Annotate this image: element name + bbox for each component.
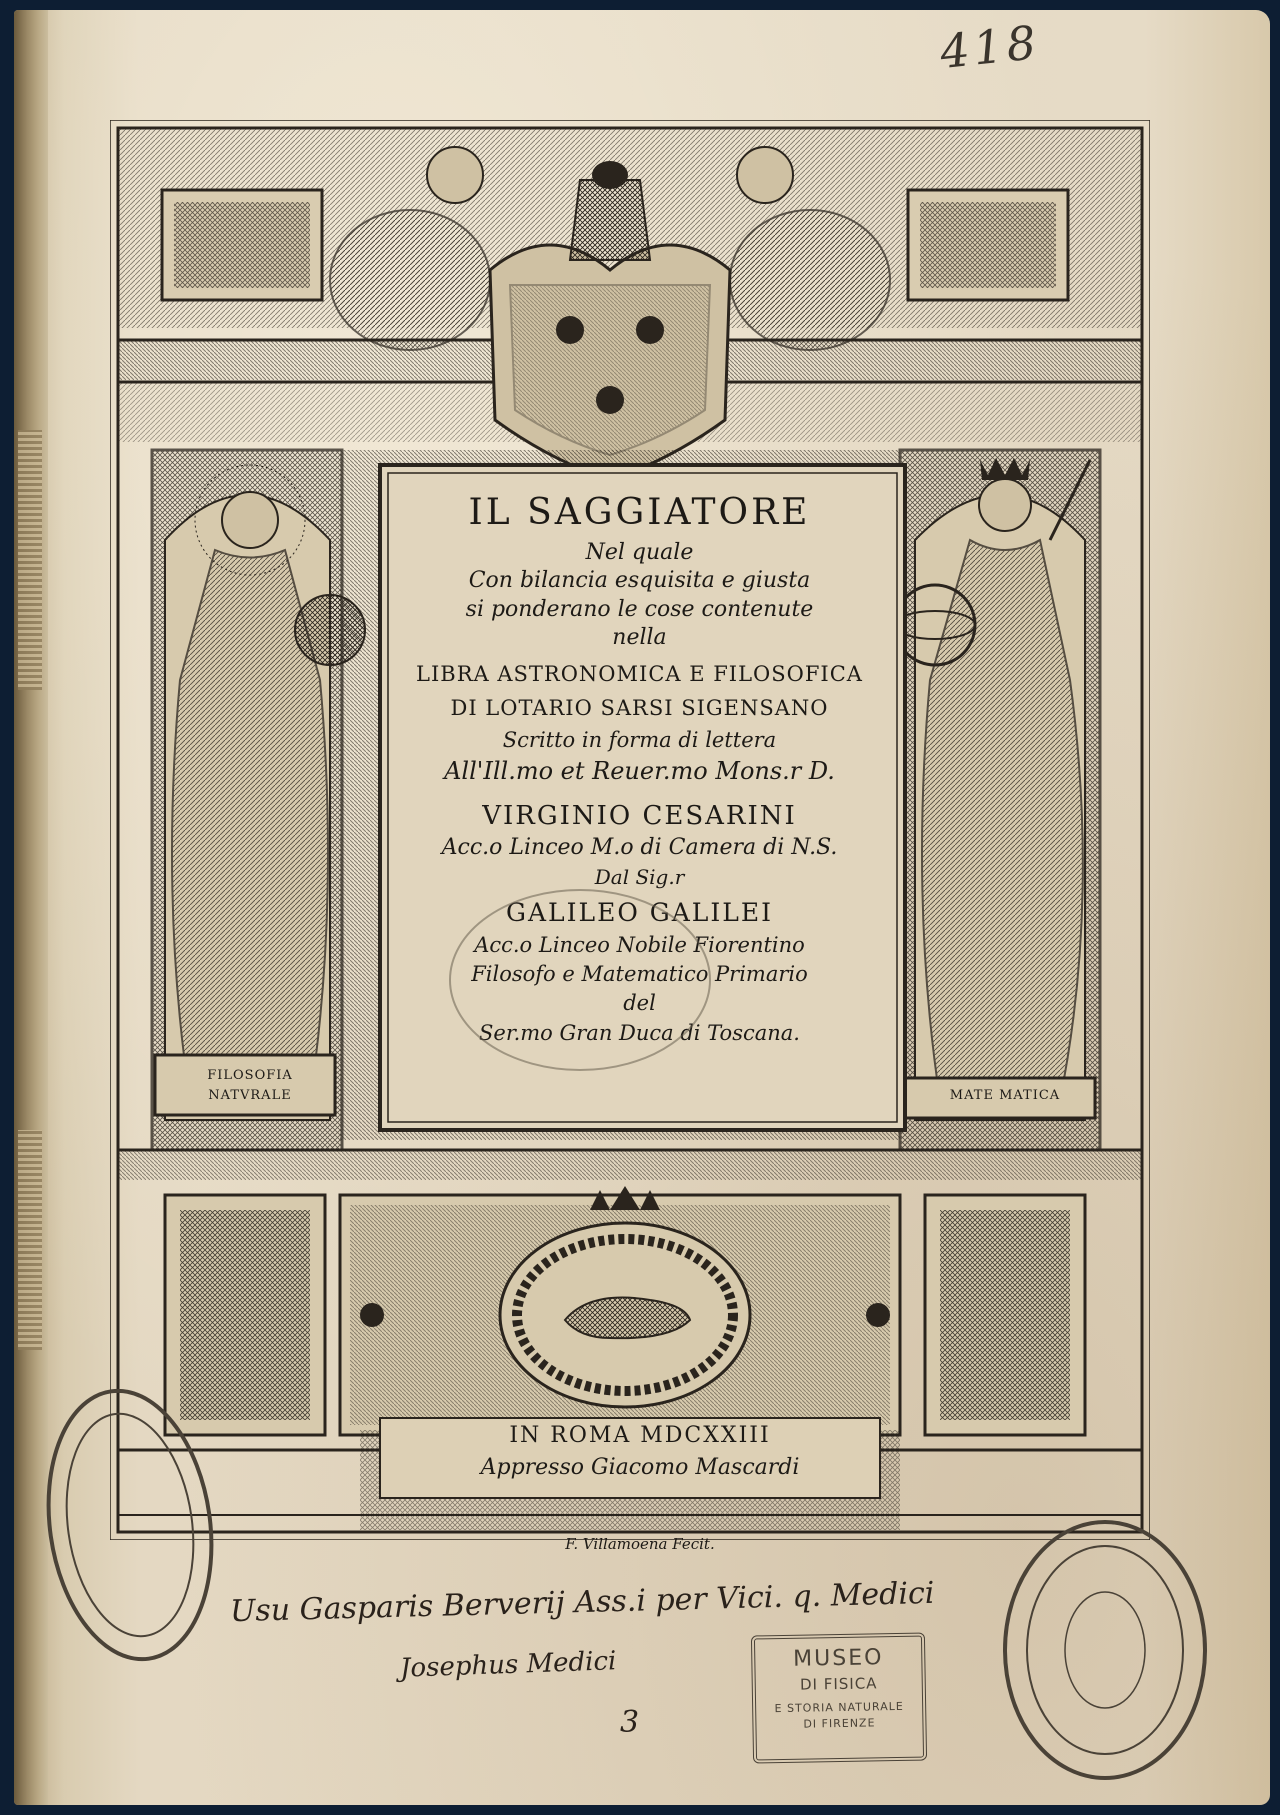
imprint-printer: Appresso Giacomo Mascardi xyxy=(480,1455,800,1480)
title-line: Scritto in forma di lettera xyxy=(502,728,777,752)
spine-fray xyxy=(18,430,42,690)
museum-stamp-line: E STORIA NATURALE xyxy=(774,1699,904,1716)
dedicatee-name: VIRGINIO CESARINI xyxy=(482,801,797,831)
museum-stamp-line: MUSEO xyxy=(792,1645,884,1672)
faint-oval-stamp xyxy=(440,880,720,1080)
spine-fray xyxy=(18,1130,42,1350)
right-niche xyxy=(895,450,1100,1150)
title-line: LIBRA ASTRONOMICA E FILOSOFICA xyxy=(416,662,863,686)
oval-library-stamp-left xyxy=(30,1365,230,1685)
title-line: Dal Sig.r xyxy=(594,865,685,889)
putto-right xyxy=(730,210,890,350)
left-figure-label-2: NATVRALE xyxy=(208,1088,292,1103)
title-line: Ser.mo Gran Duca di Toscana. xyxy=(479,1021,800,1045)
manuscript-inscription: Usu Gasparis Berverij Ass.i per Vici. q. Medici xyxy=(229,1575,935,1630)
imprint-place-date: IN ROMA MDCXXIII xyxy=(509,1423,771,1448)
title-line: Acc.o Linceo M.o di Camera di N.S. xyxy=(441,835,838,860)
manuscript-mark: 3 xyxy=(620,1705,640,1740)
title-line: Filosofo e Matematico Primario xyxy=(471,962,808,986)
engraver-signature: F. Villamoena Fecit. xyxy=(565,1535,715,1553)
museum-stamp-line: DI FIRENZE xyxy=(803,1716,876,1731)
title-line: si ponderano le cose contenute xyxy=(465,597,814,622)
title-line: Acc.o Linceo Nobile Fiorentino xyxy=(474,933,805,957)
book-title: IL SAGGIATORE xyxy=(468,492,811,533)
putto-left xyxy=(330,210,490,350)
museum-stamp-line: DI FISICA xyxy=(799,1674,878,1694)
museum-stamp xyxy=(751,1632,927,1763)
dedication-line: All'Ill.mo et Reuer.mo Mons.r D. xyxy=(444,757,835,785)
title-line: del xyxy=(623,991,656,1015)
right-figure-label: MATE MATICA xyxy=(949,1088,1061,1103)
left-niche xyxy=(152,450,365,1150)
oval-library-stamp-right xyxy=(985,1505,1225,1795)
title-line: Con bilancia esquisita e giusta xyxy=(468,568,811,593)
title-line: Nel quale xyxy=(585,540,694,565)
title-line: DI LOTARIO SARSI SIGENSANO xyxy=(450,696,829,720)
manuscript-signature: Josephus Medici xyxy=(399,1646,617,1684)
left-figure-label-1: FILOSOFIA xyxy=(207,1068,293,1083)
author-name: GALILEO GALILEI xyxy=(505,898,774,927)
shelfmark-number: 418 xyxy=(937,14,1043,80)
title-line: nella xyxy=(612,625,667,650)
